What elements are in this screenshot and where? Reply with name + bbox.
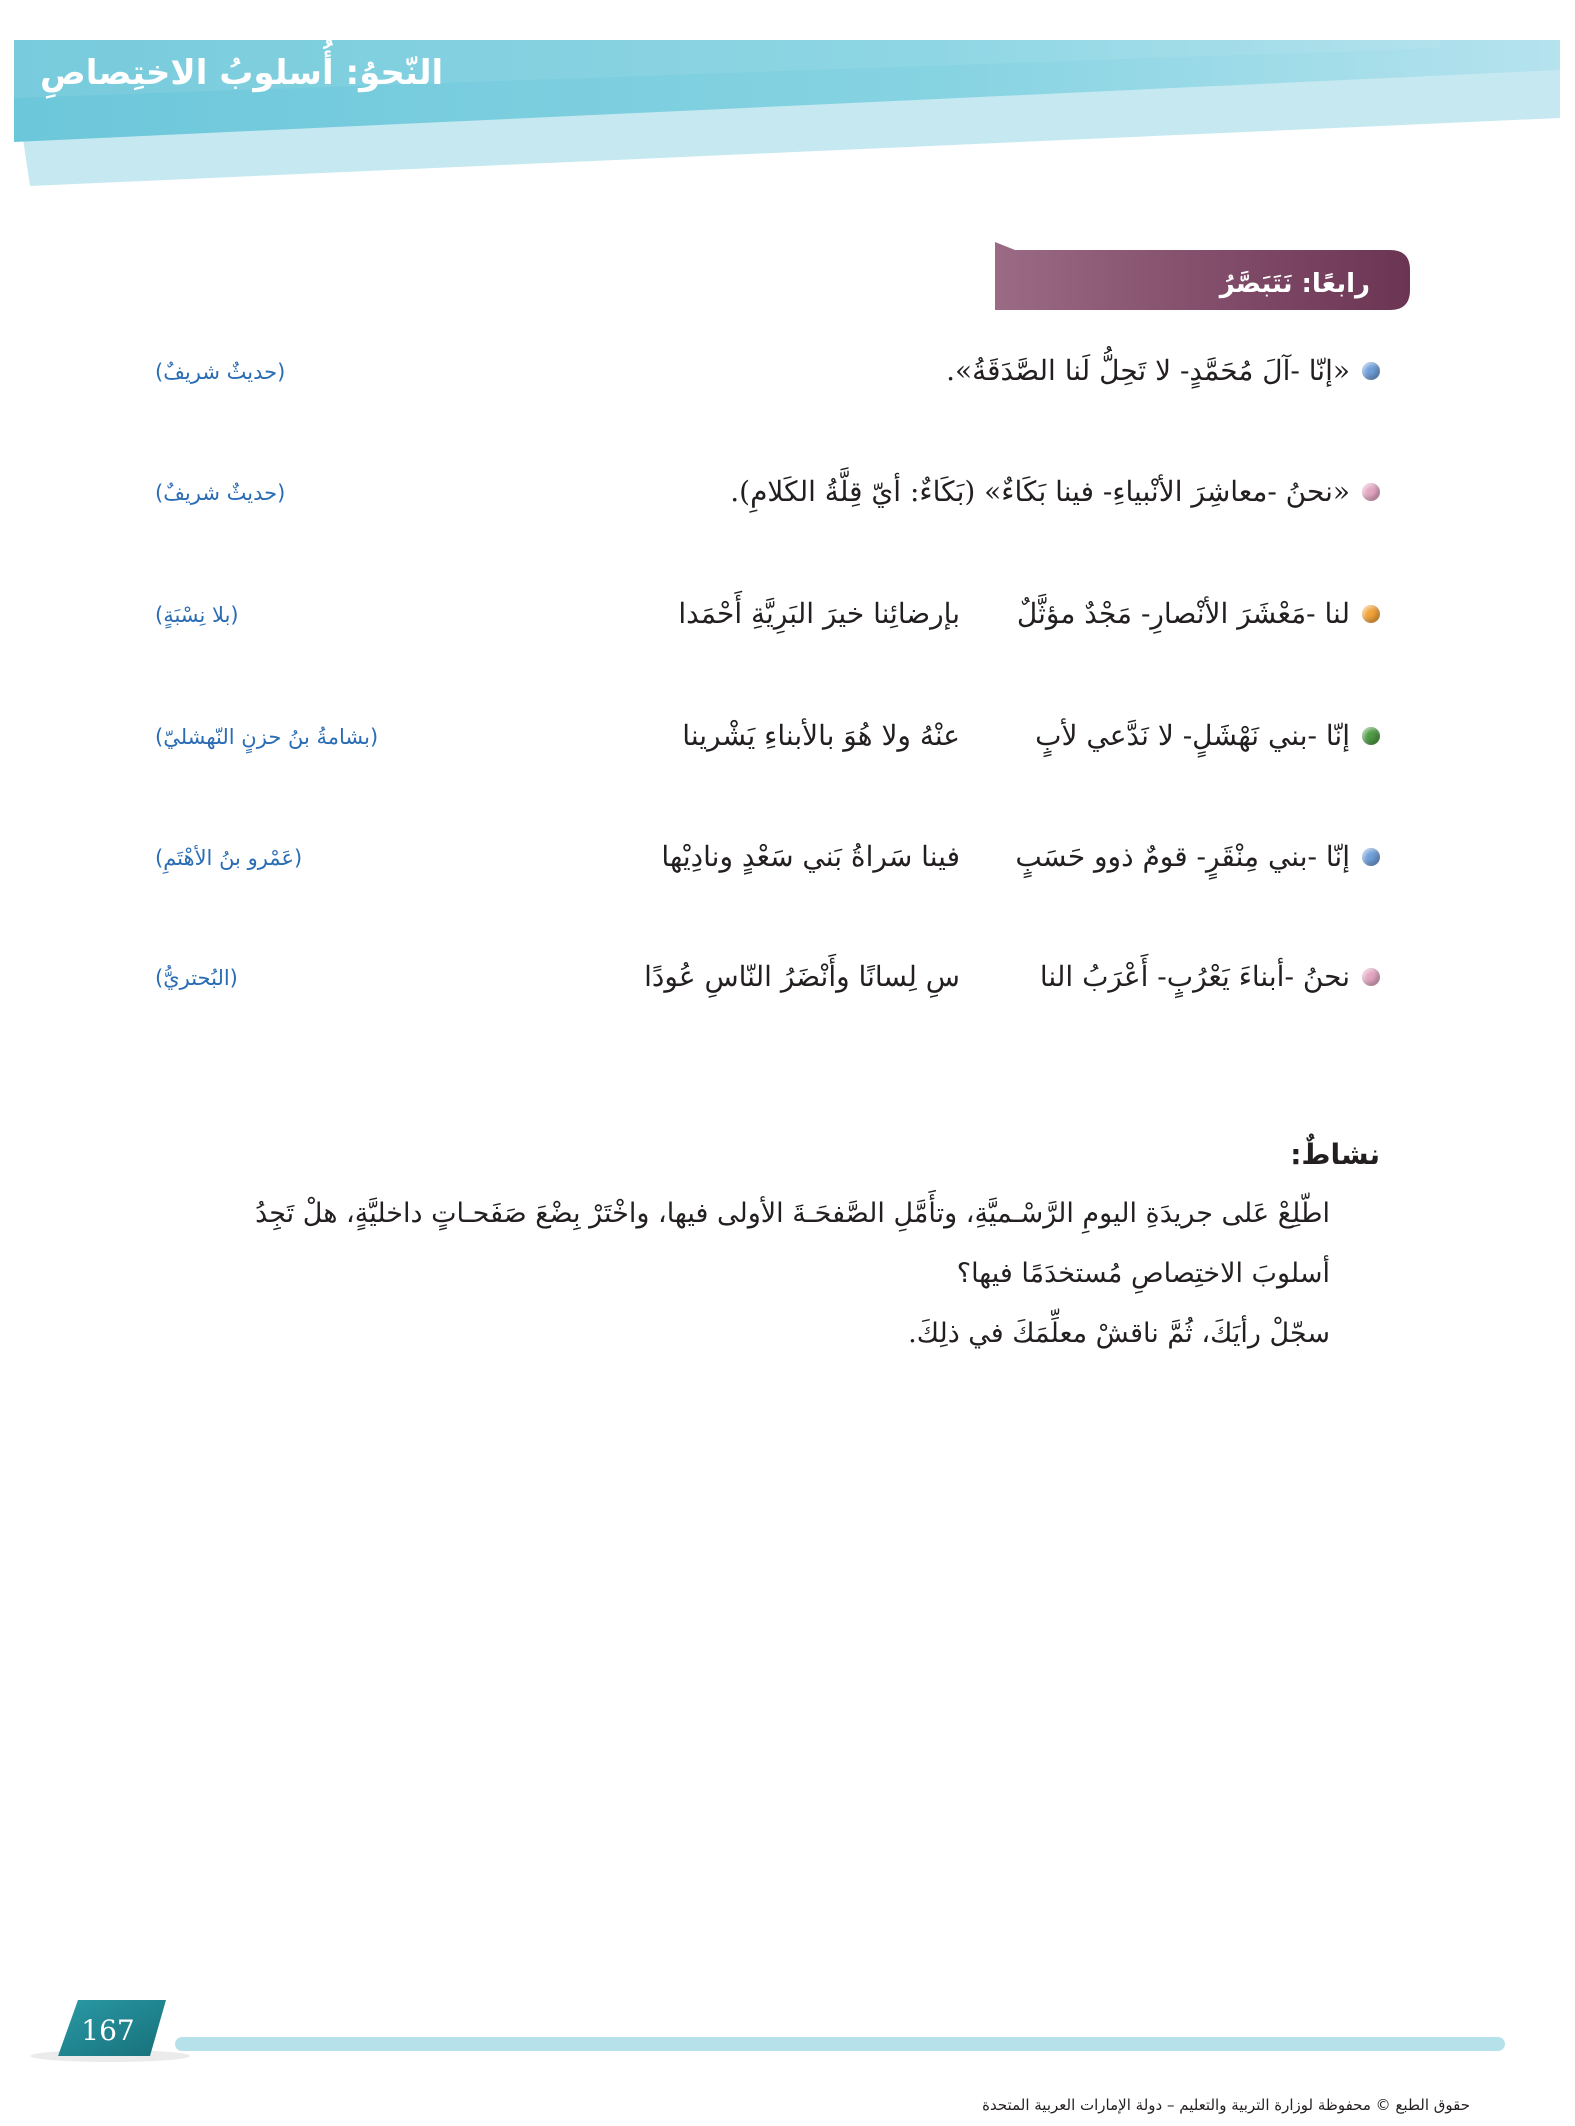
page-number: 167 — [81, 2014, 135, 2047]
verse-second-hemistich: بإرضائِنا خيرَ البَرِيَّةِ أَحْمَدا — [678, 597, 960, 630]
bullet-icon — [1362, 362, 1380, 380]
example-row — [140, 705, 1380, 765]
bullet-icon — [1362, 727, 1380, 745]
activity-heading: نشاطٌ: — [1290, 1138, 1380, 1171]
example-source: (بلا نِسْبَةٍ) — [155, 603, 239, 627]
verse-first-hemistich: لنا -مَعْشَرَ الأنْصارِ- مَجْدٌ مؤثَّلٌ — [1016, 597, 1350, 630]
bullet-icon — [1362, 848, 1380, 866]
bullet-icon — [1362, 968, 1380, 986]
activity-line: سجّلْ رأيَكَ، ثُمَّ ناقشْ معلِّمَكَ في ذلِكَ. — [908, 1318, 1330, 1349]
verse-first-hemistich: إنّا -بني نَهْشَلٍ- لا نَدَّعي لأبٍ — [1035, 719, 1350, 752]
example-source: (بشامةُ بنُ حزنٍ النّهشليّ) — [155, 725, 379, 749]
example-text: «نحنُ -معاشِرَ الأنْبياءِ- فينا بَكَاءٌ» (بَكَاءٌ: أيّ قِلَّةُ الكَلامِ). — [730, 475, 1350, 508]
bullet-icon — [1362, 483, 1380, 501]
verse-first-hemistich: إنّا -بني مِنْقَرٍ- قومٌ ذوو حَسَبٍ — [1015, 840, 1350, 873]
section-label: رابعًا: نَتَبَصَّرُ — [1219, 269, 1370, 299]
example-source: (عَمْرو بنُ الأهْتَمِ) — [155, 846, 303, 870]
example-row — [140, 826, 1380, 886]
verse-first-hemistich: نحنُ -أبناءَ يَعْرُبٍ- أَعْرَبُ النا — [1039, 960, 1350, 993]
page-title: النّحوُ: أُسلوبُ الاختِصاصِ — [40, 53, 444, 93]
example-row — [140, 946, 1380, 1006]
example-text: «إنّا -آلَ مُحَمَّدٍ- لا تَحِلُّ لَنا الصَّدَقَةُ». — [946, 354, 1350, 387]
footer-bar — [0, 1990, 1575, 2080]
verse-second-hemistich: فينا سَراةُ بَني سَعْدٍ ونادِيْها — [661, 840, 960, 873]
activity-body — [150, 1184, 1330, 1374]
example-source: (البُحتريُّ) — [155, 966, 238, 990]
example-row — [140, 340, 1380, 400]
example-source: (حديثٌ شريفٌ) — [155, 360, 286, 384]
verse-second-hemistich: عنْهُ ولا هُوَ بالأبناءِ يَشْرينا — [682, 719, 960, 752]
activity-line: اطّلِعْ عَلى جريدَةِ اليومِ الرَّسْـميَّةِ، وتأَمَّلِ الصَّفحَـةَ الأولى فيها، واخْتَرْ بِضْعَ صَفَحـاتٍ داخليَّةٍ، هلْ تَجِدُ — [255, 1198, 1330, 1229]
copyright-notice: حقوق الطبع © محفوظة لوزارة التربية والتعليم – دولة الإمارات العربية المتحدة — [982, 2096, 1470, 2114]
example-row — [140, 461, 1380, 521]
example-row — [140, 583, 1380, 643]
example-source: (حديثٌ شريفٌ) — [155, 481, 286, 505]
bullet-icon — [1362, 605, 1380, 623]
header-banner — [0, 0, 1575, 200]
activity-line: أسلوبَ الاختِصاصِ مُستخدَمًا فيها؟ — [956, 1258, 1330, 1289]
verse-second-hemistich: سِ لِسانًا وأَنْضَرُ النّاسِ عُودًا — [644, 960, 960, 993]
